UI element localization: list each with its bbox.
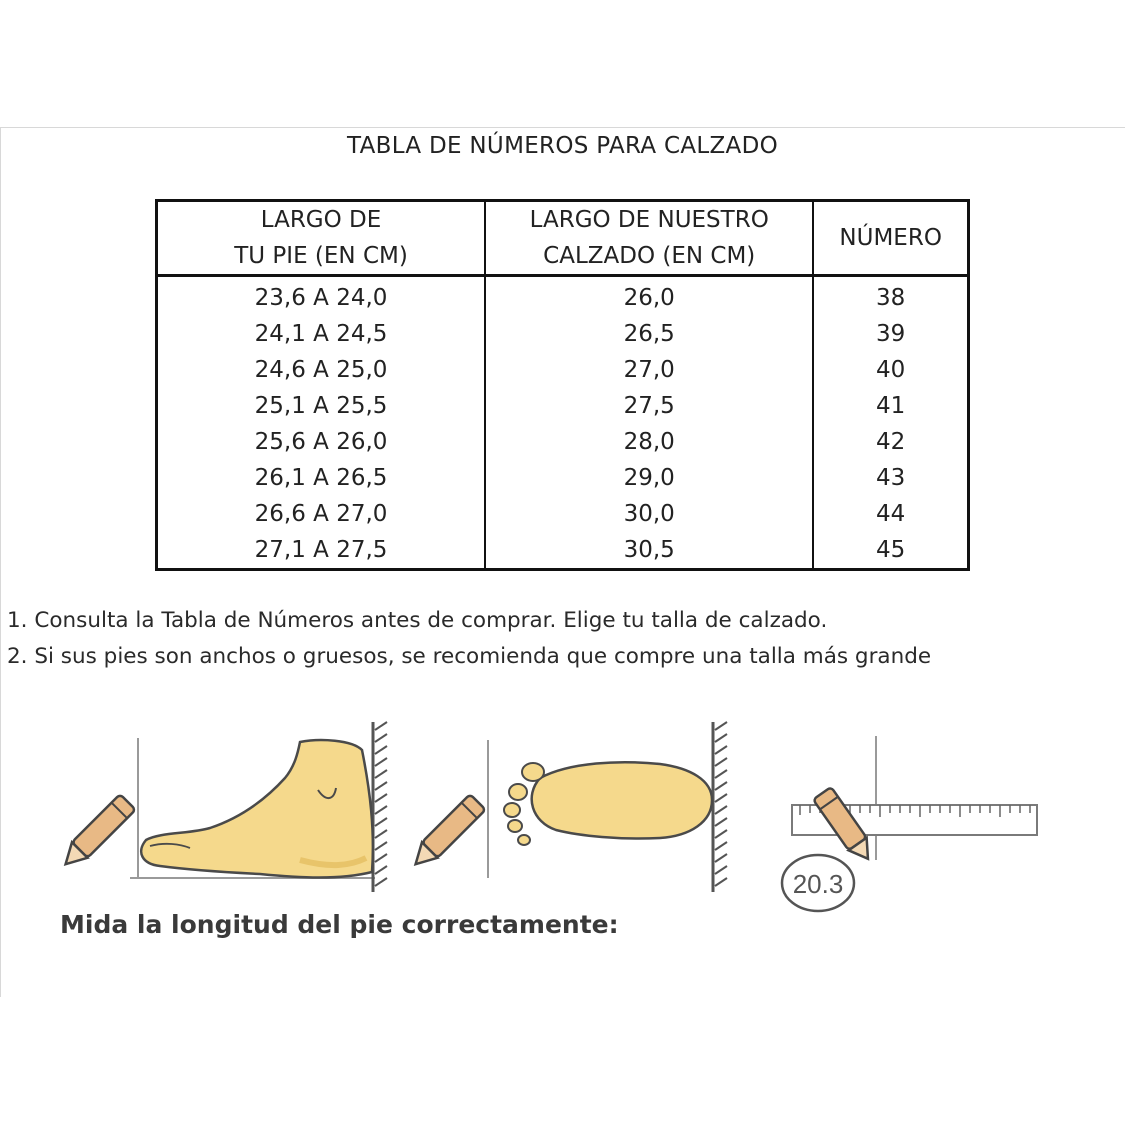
cell-size: 39 (876, 321, 906, 347)
foot-top-view (488, 722, 727, 892)
cell-size: 40 (876, 357, 906, 383)
size-table (155, 199, 970, 571)
header-size-number-label: NÚMERO (839, 225, 942, 251)
cell-foot-length: 25,1 A 25,5 (157, 388, 486, 424)
illustration-caption: Mida la longitud del pie correctamente: (60, 910, 619, 939)
pencil-icon (408, 794, 486, 872)
table-row (157, 496, 969, 532)
cell-shoe-length: 26,0 (485, 276, 813, 317)
cell-shoe-length: 30,5 (485, 532, 813, 570)
cell-size: 45 (876, 537, 906, 563)
header-foot-length (157, 201, 486, 276)
cell-size: 38 (876, 285, 906, 311)
cell-foot-length: 24,1 A 24,5 (157, 316, 486, 352)
table-row (157, 352, 969, 388)
cell-shoe-length: 30,0 (485, 496, 813, 532)
cell-shoe-length: 27,5 (485, 388, 813, 424)
foot-side-view (130, 722, 387, 892)
table-row (157, 424, 969, 460)
measurement-value: 20.3 (792, 869, 844, 899)
cell-foot-length: 27,1 A 27,5 (157, 532, 486, 570)
header-shoe-length-line1: LARGO DE NUESTRO (529, 207, 769, 233)
table-row (157, 316, 969, 352)
cell-shoe-length: 29,0 (485, 460, 813, 496)
cell-shoe-length: 26,5 (485, 316, 813, 352)
note-wide-feet: 2. Si sus pies son anchos o gruesos, se recomienda que compre una talla más grande (7, 644, 932, 669)
header-foot-length-line2: TU PIE (EN CM) (234, 243, 408, 269)
table-header-row (157, 201, 969, 276)
cell-size: 44 (876, 501, 906, 527)
frame-top-border (0, 127, 1125, 128)
cell-foot-length: 26,1 A 26,5 (157, 460, 486, 496)
cell-size: 41 (876, 393, 906, 419)
measure-foot-illustration (0, 700, 1125, 1000)
cell-size: 43 (876, 465, 906, 491)
cell-foot-length: 26,6 A 27,0 (157, 496, 486, 532)
cell-foot-length: 24,6 A 25,0 (157, 352, 486, 388)
note-consult-table: 1. Consulta la Tabla de Números antes de comprar. Elige tu talla de calzado. (7, 608, 828, 633)
header-size-number (813, 201, 968, 276)
header-shoe-length-line2: CALZADO (EN CM) (543, 243, 756, 269)
pencil-icon (58, 794, 136, 872)
cell-shoe-length: 28,0 (485, 424, 813, 460)
cell-shoe-length: 27,0 (485, 352, 813, 388)
measurement-badge (778, 853, 856, 913)
page-title: TABLA DE NÚMEROS PARA CALZADO (347, 133, 778, 159)
cell-foot-length: 23,6 A 24,0 (157, 276, 486, 317)
cell-size: 42 (876, 429, 906, 455)
table-row (157, 276, 969, 317)
cell-foot-length: 25,6 A 26,0 (157, 424, 486, 460)
table-row (157, 460, 969, 496)
header-foot-length-line1: LARGO DE (260, 207, 382, 233)
header-shoe-length (485, 201, 813, 276)
table-row (157, 532, 969, 570)
table-row (157, 388, 969, 424)
